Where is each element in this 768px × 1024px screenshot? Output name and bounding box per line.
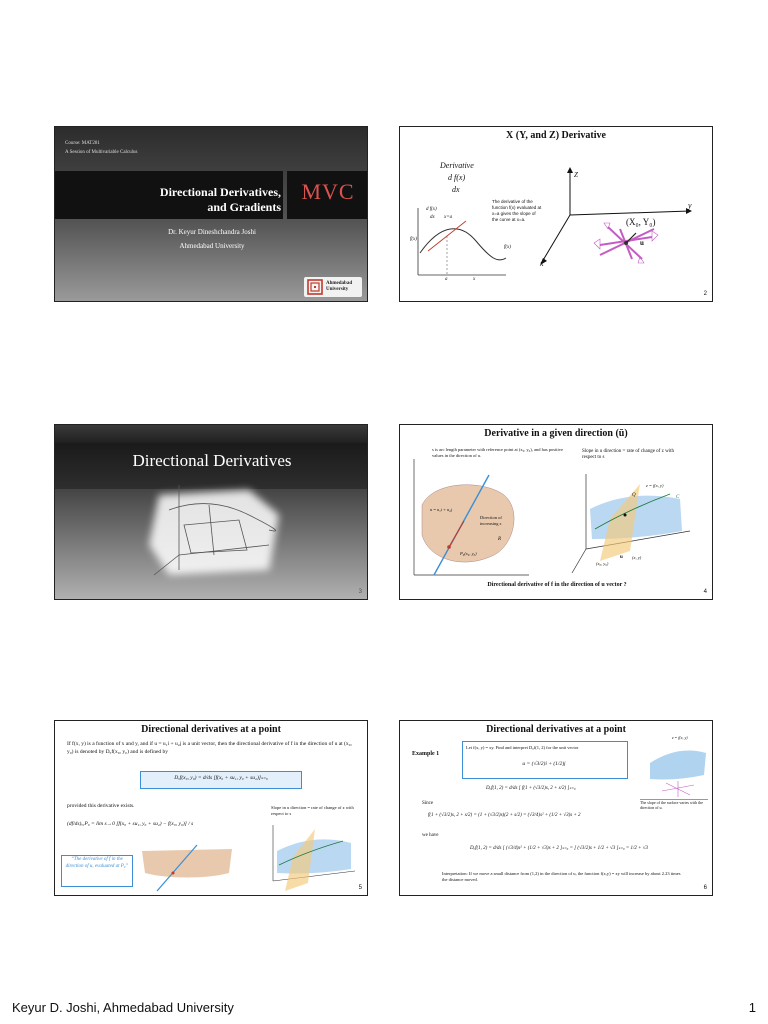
logo-mark-icon bbox=[307, 279, 323, 295]
arc-length-note: s is arc length parameter with reference point at (x₀, y₀), and has positive values in the direction of u. bbox=[432, 447, 563, 458]
slide-title: Directional Derivatives bbox=[132, 451, 292, 470]
example-label: Example 1 bbox=[412, 751, 440, 757]
step3: Dᵤf(1, 2) = d/ds [ (√3/4)s² + (1/2 + √3)s + 2 ]ₛ₌₀ = [ (√3/2)s + 1/2 + √3 ]ₛ₌₀ = 1/2 + √3 bbox=[470, 846, 649, 851]
definition-paragraph: If f(x, y) is a function of x and y, and if u = u₁i + u₂j is a unit vector, then the directional derivative of f in the direction of u at (x₀, y₀) is denoted by Dᵤf(x₀, y₀) and is defined by bbox=[67, 741, 352, 755]
sketch-figure bbox=[139, 475, 289, 585]
region-figure bbox=[404, 455, 534, 585]
y-axis-label: y bbox=[688, 201, 692, 210]
surface-label: z = f(x, y) bbox=[646, 483, 664, 488]
slide-1[interactable] bbox=[54, 126, 368, 302]
slope-note: Slope in u direction = rate of change of z with respect to s bbox=[271, 805, 354, 816]
derivative-label: Derivative bbox=[440, 161, 474, 170]
slide-title: Directional derivatives at a point bbox=[141, 724, 281, 735]
step1: Dᵤf(1, 2) = d/ds [ f(1 + (√3/2)s, 2 + s/2) ]ₛ₌₀ bbox=[486, 786, 576, 791]
u-label: u bbox=[640, 239, 644, 247]
dfx-small: d f(x) bbox=[426, 207, 437, 212]
page-footer: Keyur D. Joshi, Ahmedabad University bbox=[12, 1000, 234, 1015]
u-vector-label: u = u₁i + u₂j bbox=[430, 507, 452, 512]
slide-title: Directional derivatives at a point bbox=[486, 724, 626, 735]
region-mini bbox=[137, 843, 237, 893]
point-q: Q bbox=[632, 493, 636, 498]
u-vector: u = (√3/2)i + (1/2)j bbox=[522, 761, 566, 767]
slide-3[interactable] bbox=[54, 424, 368, 600]
point-label: (X₀, Y₀) bbox=[626, 217, 656, 227]
slide-5[interactable] bbox=[54, 720, 368, 896]
direction-label: Direction of increasing s bbox=[480, 515, 502, 526]
surface-mini bbox=[263, 821, 359, 895]
mvc-label: MVC bbox=[301, 179, 355, 204]
slide-4[interactable] bbox=[399, 424, 713, 600]
slide-6[interactable] bbox=[399, 720, 713, 896]
slope-note: Slope in u direction = rate of change of z with respect to s bbox=[582, 449, 674, 460]
fx-right: f(x) bbox=[504, 245, 511, 250]
p0-label: P₀(x₀, y₀) bbox=[460, 551, 477, 556]
slide-title-line2: and Gradients bbox=[207, 200, 281, 214]
slide-2[interactable] bbox=[399, 126, 713, 302]
dfx-label: d f(x) bbox=[448, 173, 466, 182]
slide-number: 3 bbox=[358, 589, 362, 595]
surface-figure bbox=[570, 469, 700, 579]
z-axis-label: Z bbox=[574, 171, 578, 179]
region-r: R bbox=[498, 537, 502, 542]
author-name: Dr. Keyur Dineshchandra Joshi bbox=[168, 228, 256, 236]
curve-c: C bbox=[676, 495, 680, 500]
fx-left: f(x) bbox=[410, 237, 417, 242]
slide-title: Derivative in a given direction (ū) bbox=[484, 428, 628, 439]
x-axis-label-3d: x bbox=[540, 259, 544, 268]
course-subtitle: A Session of Multivariable Calculus bbox=[65, 150, 138, 155]
limit-formula: (df/ds)ᵤ,P₀ = lim s→0 [f(x₀ + su₁, y₀ + su₂) − f(x₀, y₀)] / s bbox=[67, 821, 194, 827]
dx-small: dx bbox=[430, 215, 435, 220]
derivative-note: The derivative of the function f(x) evaluated at x=a gives the slope of the curve at x=a. bbox=[492, 199, 542, 222]
slide-title: X (Y, and Z) Derivative bbox=[506, 130, 606, 141]
slide-title-line1: Directional Derivatives, bbox=[159, 185, 281, 199]
university-name: Ahmedabad University bbox=[179, 242, 245, 250]
step2: f(1 + (√3/2)s, 2 + s/2) = (1 + (√3/2)s)(2 + s/2) = (√3/4)s² + (1/2 + √3)s + 2 bbox=[428, 813, 581, 818]
quote-text: “The derivative of f in the direction of u, evaluated at P₀” bbox=[65, 857, 129, 869]
xa-label: x=a bbox=[444, 215, 453, 220]
curve-graph bbox=[406, 203, 516, 283]
interpretation: Interpretation: If we move a small distance from (1,2) in the direction of u, the function f(x,y) = xy will increase by about 2.23 times the distance moved. bbox=[442, 871, 681, 882]
definition-formula: Dᵤf(x₀, y₀) = d/ds [f(x₀ + su₁, y₀ + su₂)]ₛ₌₀ bbox=[174, 775, 268, 781]
3d-axes bbox=[540, 167, 700, 297]
we-have-label: we have bbox=[422, 833, 439, 838]
slide-number: 5 bbox=[358, 885, 362, 891]
x-axis-label: x bbox=[473, 277, 476, 282]
university-logo bbox=[304, 277, 362, 297]
xy-label: (x, y) bbox=[632, 555, 642, 560]
prompt-text: Let f(x, y) = xy. Find and interpret Dᵤf(1, 2) for the unit vector bbox=[466, 745, 579, 750]
xy0-label: (x₀, y₀) bbox=[596, 561, 609, 566]
surface-figure bbox=[642, 735, 712, 801]
figure-caption: The slope of the surface varies with the direction of u. bbox=[640, 799, 708, 810]
slide-number: 6 bbox=[703, 885, 707, 891]
slide-number: 4 bbox=[703, 589, 707, 595]
exists-text: provided this derivative exists. bbox=[67, 803, 135, 809]
slide-number: 2 bbox=[703, 291, 707, 297]
u-label: u bbox=[620, 555, 623, 560]
course-label: Course: MAT281 bbox=[65, 141, 100, 146]
since-label: Since bbox=[422, 801, 434, 806]
surface-label: z = f(x, y) bbox=[672, 735, 688, 740]
page-number: 1 bbox=[748, 1000, 756, 1015]
caption: Directional derivative of f in the direction of u vector ? bbox=[487, 582, 627, 588]
logo-text: Ahmedabad University bbox=[326, 281, 353, 292]
a-tick: a bbox=[445, 277, 448, 282]
dx-label: dx bbox=[452, 185, 460, 194]
